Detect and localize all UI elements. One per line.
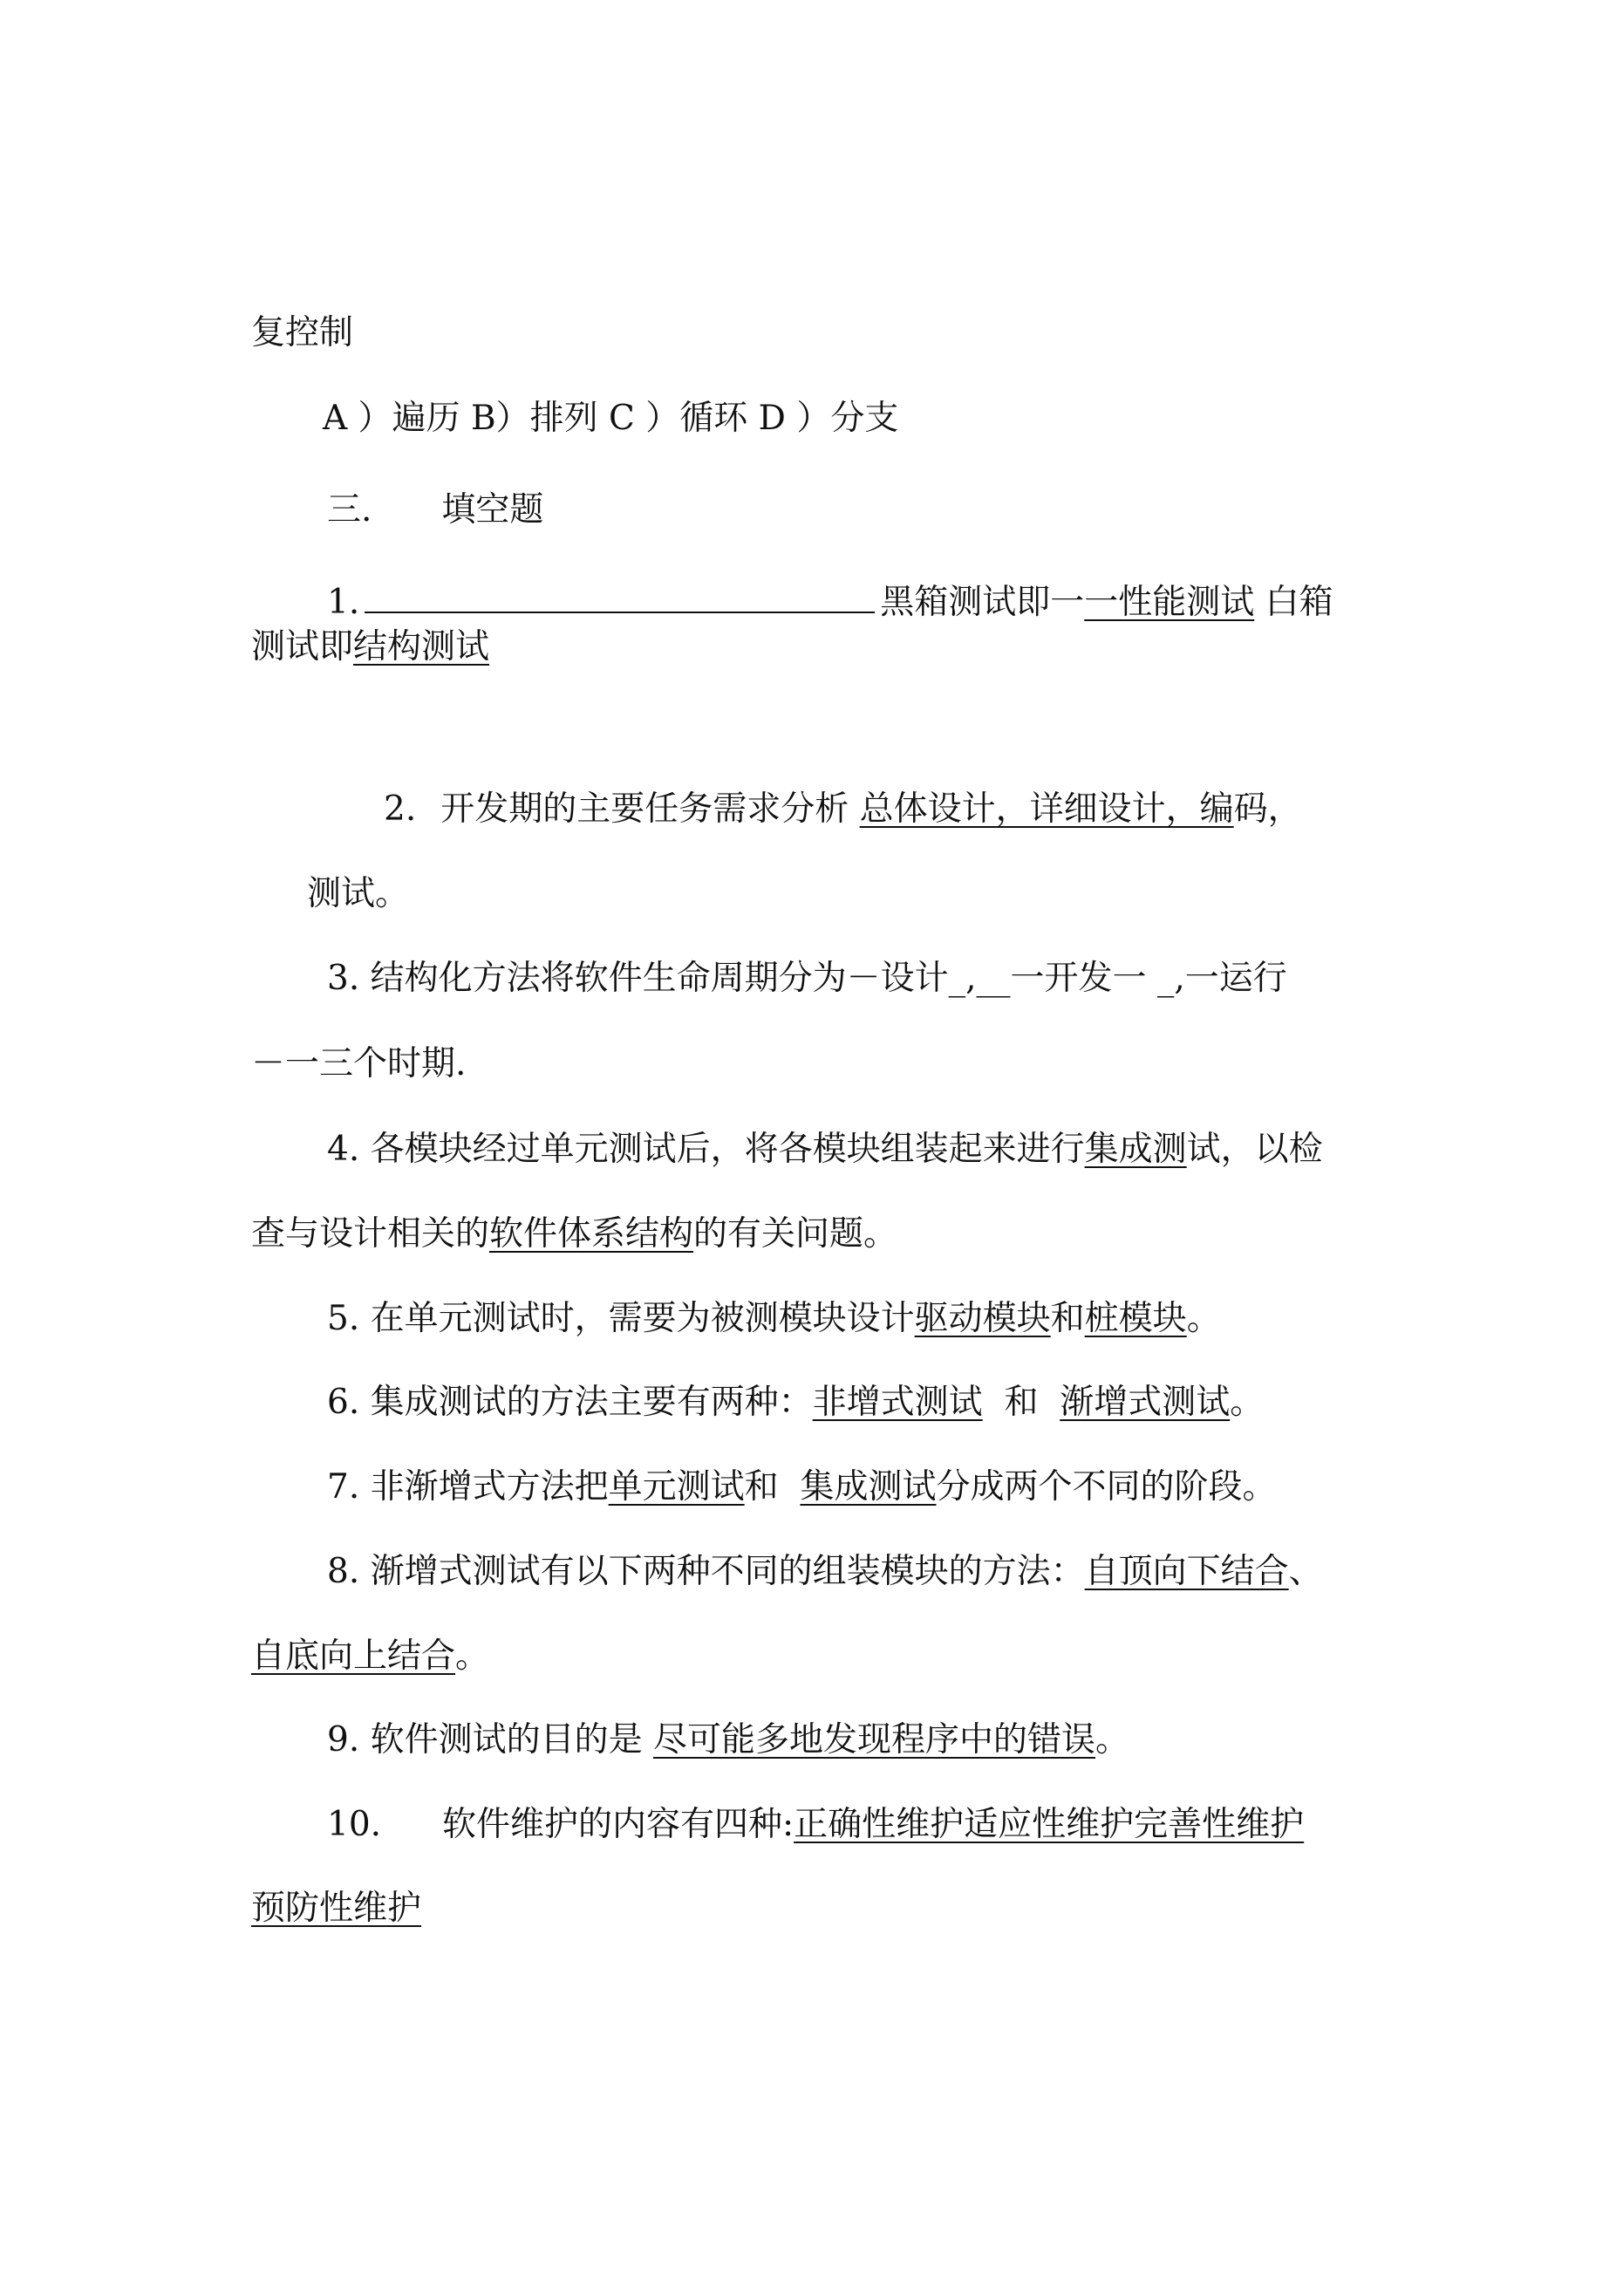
continuation-text: [251, 311, 353, 355]
q9-text-2: 。: [1095, 1720, 1130, 1760]
q2-text-2: 码，: [1233, 789, 1302, 829]
q2-text-3: 测试。: [307, 874, 410, 913]
question-8-line-1: [327, 1550, 1323, 1594]
q7-answer-1: 单元测试: [608, 1467, 745, 1507]
section-number: 三.: [327, 490, 372, 530]
q1-answer-1: 一性能测试: [1084, 583, 1255, 622]
question-3-line-1: [327, 957, 1287, 1001]
question-2-line-2: [307, 872, 409, 916]
q1-text: 黑箱测试即一: [880, 583, 1085, 622]
q2-number: 2.: [384, 789, 417, 829]
q6-answer-2: 渐增式测试: [1060, 1383, 1231, 1422]
q1-blank: [365, 580, 875, 613]
question-8-line-2: [251, 1635, 489, 1678]
q10-text: 软件维护的内容有四种:: [442, 1805, 794, 1844]
question-3-line-2: [251, 1042, 466, 1086]
options-text: A ）遍历 B）排列 C ）循环 D ）分支: [323, 399, 899, 438]
q4-answer-1: 集成测: [1084, 1130, 1187, 1169]
question-6: [327, 1381, 1264, 1425]
q5-text-2: 和: [1050, 1299, 1085, 1338]
q5-answer-1: 驱动模块: [914, 1299, 1051, 1338]
q8-number: 8.: [327, 1552, 360, 1591]
q6-text-3: 。: [1230, 1383, 1265, 1422]
q1-answer-2: 结构测试: [353, 627, 490, 666]
continuation: 复控制: [251, 313, 354, 352]
q2-text: 开发期的主要任务需求分析: [440, 789, 860, 829]
question-1-line-2: [251, 625, 489, 669]
q8-text-3: 。: [455, 1637, 490, 1676]
q5-number: 5.: [327, 1299, 360, 1338]
q6-number: 6.: [327, 1383, 360, 1422]
q9-number: 9.: [327, 1720, 360, 1760]
q8-answer-2: 自底向上结合: [251, 1637, 456, 1676]
q7-text: 非渐增式方法把: [370, 1467, 609, 1507]
q7-answer-2: 集成测试: [800, 1467, 937, 1507]
q4-text-2: 试，以检: [1186, 1130, 1323, 1169]
question-4-line-1: [327, 1128, 1323, 1172]
section-title: 填空题: [441, 490, 544, 530]
q1-text-2: 白箱: [1254, 583, 1333, 622]
section-heading: [327, 489, 543, 532]
question-10-line-1: [327, 1803, 1304, 1847]
q7-number: 7.: [327, 1467, 360, 1507]
q6-text: 集成测试的方法主要有两种：: [370, 1383, 813, 1422]
q1-text-3: 测试即: [251, 627, 354, 666]
q4-number: 4.: [327, 1130, 360, 1169]
q5-answer-2: 桩模块: [1084, 1299, 1187, 1338]
q8-text-2: 、: [1288, 1552, 1323, 1591]
question-5: [327, 1297, 1221, 1341]
question-4-line-2: [251, 1213, 897, 1256]
q4-text: 各模块经过单元测试后，将各模块组装起来进行: [370, 1130, 1085, 1169]
q8-answer-1: 自顶向下结合: [1084, 1552, 1289, 1591]
q3-text: 3. 结构化方法将软件生命周期分为－设计_,__一开发一 _,一运行: [327, 959, 1287, 998]
q6-answer-1: 非增式测试: [812, 1383, 983, 1422]
q10-number: 10.: [327, 1805, 382, 1844]
question-10-line-2: [251, 1887, 421, 1930]
question-9: [327, 1719, 1129, 1762]
q4-text-3: 查与设计相关的: [251, 1214, 490, 1254]
choice-options: [323, 397, 898, 441]
question-2-line-1: [384, 788, 1302, 831]
question-7: [327, 1466, 1276, 1509]
q5-text: 在单元测试时，需要为被测模块设计: [370, 1299, 915, 1338]
q10-answer-2: 预防性维护: [251, 1889, 422, 1928]
q5-text-3: 。: [1186, 1299, 1221, 1338]
q1-number: 1.: [327, 583, 360, 622]
q7-text-3: 分成两个不同的阶段。: [936, 1467, 1277, 1507]
question-1-line-1: [327, 580, 1333, 625]
q9-text: 软件测试的目的是: [370, 1720, 654, 1760]
q9-answer: 尽可能多地发现程序中的错误: [653, 1720, 1096, 1760]
q6-text-2: 和: [982, 1383, 1060, 1422]
q3-text-2: －一三个时期.: [251, 1044, 467, 1083]
q7-text-2: 和: [744, 1467, 801, 1507]
q10-answer-1: 正确性维护适应性维护完善性维护: [794, 1805, 1305, 1844]
q4-answer-2: 软件体系结构: [489, 1214, 694, 1254]
q8-text: 渐增式测试有以下两种不同的组装模块的方法：: [370, 1552, 1085, 1591]
q4-text-4: 的有关问题。: [693, 1214, 898, 1254]
q2-answer: 总体设计，详细设计，编: [859, 789, 1234, 829]
